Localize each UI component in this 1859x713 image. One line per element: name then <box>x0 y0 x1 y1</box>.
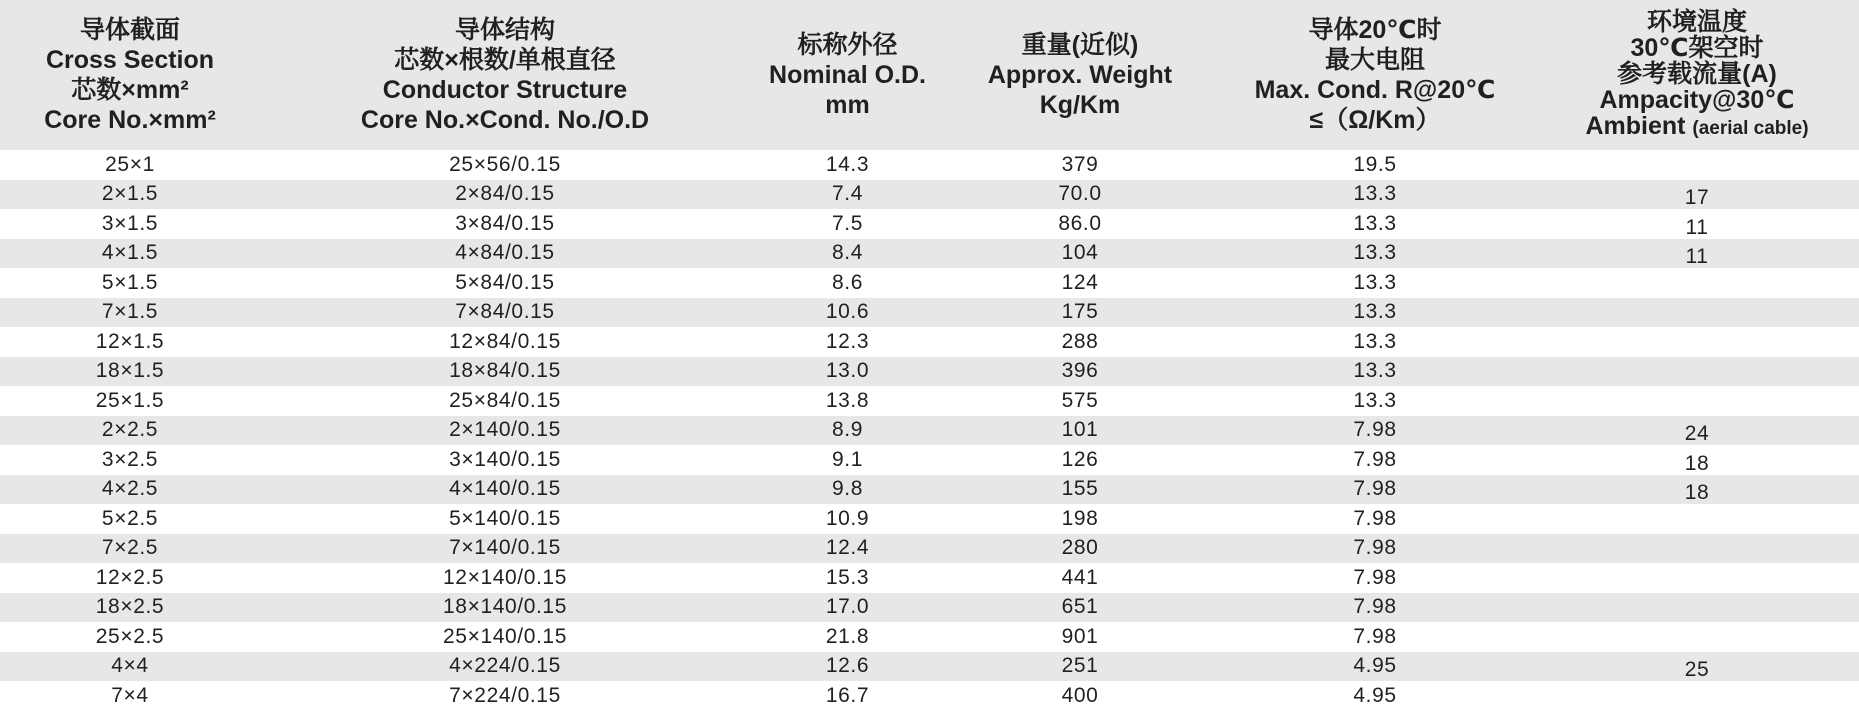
cell-ampacity <box>1535 386 1859 416</box>
cell-od: 13.8 <box>750 386 945 416</box>
cell-od: 10.9 <box>750 504 945 534</box>
cell-resistance: 7.98 <box>1215 563 1535 593</box>
cell-structure: 5×140/0.15 <box>260 504 750 534</box>
cell-weight: 280 <box>945 534 1215 564</box>
cell-cross-section: 18×1.5 <box>0 357 260 387</box>
cell-weight: 396 <box>945 357 1215 387</box>
cell-structure: 7×84/0.15 <box>260 298 750 328</box>
cell-resistance: 7.98 <box>1215 416 1535 446</box>
cell-od: 8.9 <box>750 416 945 446</box>
cell-od: 17.0 <box>750 593 945 623</box>
cell-od: 10.6 <box>750 298 945 328</box>
cell-weight: 86.0 <box>945 209 1215 239</box>
cell-weight: 70.0 <box>945 180 1215 210</box>
cell-weight: 288 <box>945 327 1215 357</box>
table-row <box>0 209 1859 239</box>
cell-od: 9.1 <box>750 445 945 475</box>
table-row <box>0 416 1859 446</box>
cell-cross-section: 12×2.5 <box>0 563 260 593</box>
cell-od: 14.3 <box>750 150 945 180</box>
cell-resistance: 13.3 <box>1215 327 1535 357</box>
cell-structure: 25×140/0.15 <box>260 622 750 652</box>
cell-weight: 124 <box>945 268 1215 298</box>
cell-cross-section: 7×4 <box>0 681 260 711</box>
cell-weight: 126 <box>945 445 1215 475</box>
cell-od: 12.4 <box>750 534 945 564</box>
header-nominal-od: 标称外径 Nominal O.D. mm <box>750 0 945 150</box>
cell-resistance: 7.98 <box>1215 445 1535 475</box>
cell-resistance: 13.3 <box>1215 386 1535 416</box>
cell-weight: 104 <box>945 239 1215 269</box>
table-row <box>0 268 1859 298</box>
cell-resistance: 13.3 <box>1215 298 1535 328</box>
header-row <box>0 0 1859 150</box>
cell-resistance: 4.95 <box>1215 652 1535 682</box>
cell-od: 8.4 <box>750 239 945 269</box>
cell-cross-section: 12×1.5 <box>0 327 260 357</box>
cell-weight: 251 <box>945 652 1215 682</box>
table-row <box>0 150 1859 180</box>
table-row <box>0 622 1859 652</box>
header-ampacity: 环境温度 30℃架空时 参考载流量(A) Ampacity@30℃ Ambient (aerial cable) <box>1535 0 1859 150</box>
cell-od: 12.6 <box>750 652 945 682</box>
cell-weight: 575 <box>945 386 1215 416</box>
cell-weight: 101 <box>945 416 1215 446</box>
cell-resistance: 7.98 <box>1215 475 1535 505</box>
header-conductor-structure: 导体结构 芯数×根数/单根直径 Conductor Structure Core No.×Cond. No./O.D <box>260 0 750 150</box>
cell-weight: 379 <box>945 150 1215 180</box>
table-row <box>0 563 1859 593</box>
header-cross-section: 导体截面 Cross Section 芯数×mm² Core No.×mm² <box>0 0 260 150</box>
cell-structure: 3×84/0.15 <box>260 209 750 239</box>
cell-resistance: 4.95 <box>1215 681 1535 711</box>
cell-cross-section: 25×2.5 <box>0 622 260 652</box>
cell-structure: 2×84/0.15 <box>260 180 750 210</box>
cell-resistance: 7.98 <box>1215 593 1535 623</box>
cell-cross-section: 5×1.5 <box>0 268 260 298</box>
cell-resistance: 7.98 <box>1215 504 1535 534</box>
cell-od: 16.7 <box>750 681 945 711</box>
cell-od: 21.8 <box>750 622 945 652</box>
header-ampacity-ambient: Ambient (aerial cable) <box>1585 111 1809 140</box>
cell-od: 9.8 <box>750 475 945 505</box>
cell-cross-section: 4×2.5 <box>0 475 260 505</box>
cell-od: 15.3 <box>750 563 945 593</box>
table-row <box>0 504 1859 534</box>
cell-resistance: 7.98 <box>1215 534 1535 564</box>
cell-ampacity: 18 <box>1535 445 1859 475</box>
cell-cross-section: 3×1.5 <box>0 209 260 239</box>
header-max-resistance: 导体20℃时 最大电阻 Max. Cond. R@20℃ ≤（Ω/Km） <box>1215 0 1535 150</box>
cell-ampacity: 24 <box>1535 416 1859 446</box>
cell-cross-section: 5×2.5 <box>0 504 260 534</box>
cell-resistance: 13.3 <box>1215 209 1535 239</box>
cell-structure: 4×140/0.15 <box>260 475 750 505</box>
cell-ampacity: 17 <box>1535 180 1859 210</box>
cell-structure: 12×84/0.15 <box>260 327 750 357</box>
cell-ampacity: 11 <box>1535 209 1859 239</box>
cell-cross-section: 25×1 <box>0 150 260 180</box>
table-row <box>0 681 1859 711</box>
cell-od: 8.6 <box>750 268 945 298</box>
cell-resistance: 13.3 <box>1215 180 1535 210</box>
cell-cross-section: 7×1.5 <box>0 298 260 328</box>
cell-od: 13.0 <box>750 357 945 387</box>
table-row <box>0 180 1859 210</box>
cell-resistance: 13.3 <box>1215 268 1535 298</box>
cell-ampacity <box>1535 534 1859 564</box>
cell-ampacity <box>1535 357 1859 387</box>
cell-structure: 4×224/0.15 <box>260 652 750 682</box>
cell-structure: 7×140/0.15 <box>260 534 750 564</box>
cell-ampacity <box>1535 681 1859 711</box>
cell-weight: 175 <box>945 298 1215 328</box>
table-row <box>0 445 1859 475</box>
cell-cross-section: 3×2.5 <box>0 445 260 475</box>
cell-resistance: 13.3 <box>1215 239 1535 269</box>
table-row <box>0 239 1859 269</box>
cell-structure: 3×140/0.15 <box>260 445 750 475</box>
table-row <box>0 327 1859 357</box>
cell-structure: 12×140/0.15 <box>260 563 750 593</box>
cell-cross-section: 18×2.5 <box>0 593 260 623</box>
cell-od: 12.3 <box>750 327 945 357</box>
cell-structure: 25×84/0.15 <box>260 386 750 416</box>
cell-ampacity <box>1535 593 1859 623</box>
cell-cross-section: 2×2.5 <box>0 416 260 446</box>
cell-structure: 7×224/0.15 <box>260 681 750 711</box>
cell-ampacity: 18 <box>1535 475 1859 505</box>
table-row <box>0 652 1859 682</box>
cell-structure: 5×84/0.15 <box>260 268 750 298</box>
cell-weight: 400 <box>945 681 1215 711</box>
cell-weight: 441 <box>945 563 1215 593</box>
cell-resistance: 13.3 <box>1215 357 1535 387</box>
cell-ampacity: 25 <box>1535 652 1859 682</box>
cell-structure: 2×140/0.15 <box>260 416 750 446</box>
cell-od: 7.4 <box>750 180 945 210</box>
cell-ampacity <box>1535 504 1859 534</box>
cell-cross-section: 4×1.5 <box>0 239 260 269</box>
cell-cross-section: 2×1.5 <box>0 180 260 210</box>
cell-ampacity <box>1535 563 1859 593</box>
cell-cross-section: 7×2.5 <box>0 534 260 564</box>
table-body <box>0 150 1859 711</box>
cell-structure: 25×56/0.15 <box>260 150 750 180</box>
table-row <box>0 298 1859 328</box>
table-header <box>0 0 1859 150</box>
cell-ampacity <box>1535 622 1859 652</box>
cell-resistance: 7.98 <box>1215 622 1535 652</box>
cell-weight: 651 <box>945 593 1215 623</box>
table-row <box>0 593 1859 623</box>
table-row <box>0 357 1859 387</box>
cell-ampacity <box>1535 298 1859 328</box>
cell-ampacity <box>1535 327 1859 357</box>
cell-weight: 155 <box>945 475 1215 505</box>
table-row <box>0 475 1859 505</box>
cell-ampacity <box>1535 150 1859 180</box>
cell-ampacity <box>1535 268 1859 298</box>
cell-cross-section: 25×1.5 <box>0 386 260 416</box>
table-row <box>0 386 1859 416</box>
cell-weight: 901 <box>945 622 1215 652</box>
cell-od: 7.5 <box>750 209 945 239</box>
header-approx-weight: 重量(近似) Approx. Weight Kg/Km <box>945 0 1215 150</box>
cell-resistance: 19.5 <box>1215 150 1535 180</box>
cell-structure: 4×84/0.15 <box>260 239 750 269</box>
cell-structure: 18×84/0.15 <box>260 357 750 387</box>
cell-cross-section: 4×4 <box>0 652 260 682</box>
cell-ampacity: 11 <box>1535 239 1859 269</box>
table-row <box>0 534 1859 564</box>
cell-weight: 198 <box>945 504 1215 534</box>
cell-structure: 18×140/0.15 <box>260 593 750 623</box>
